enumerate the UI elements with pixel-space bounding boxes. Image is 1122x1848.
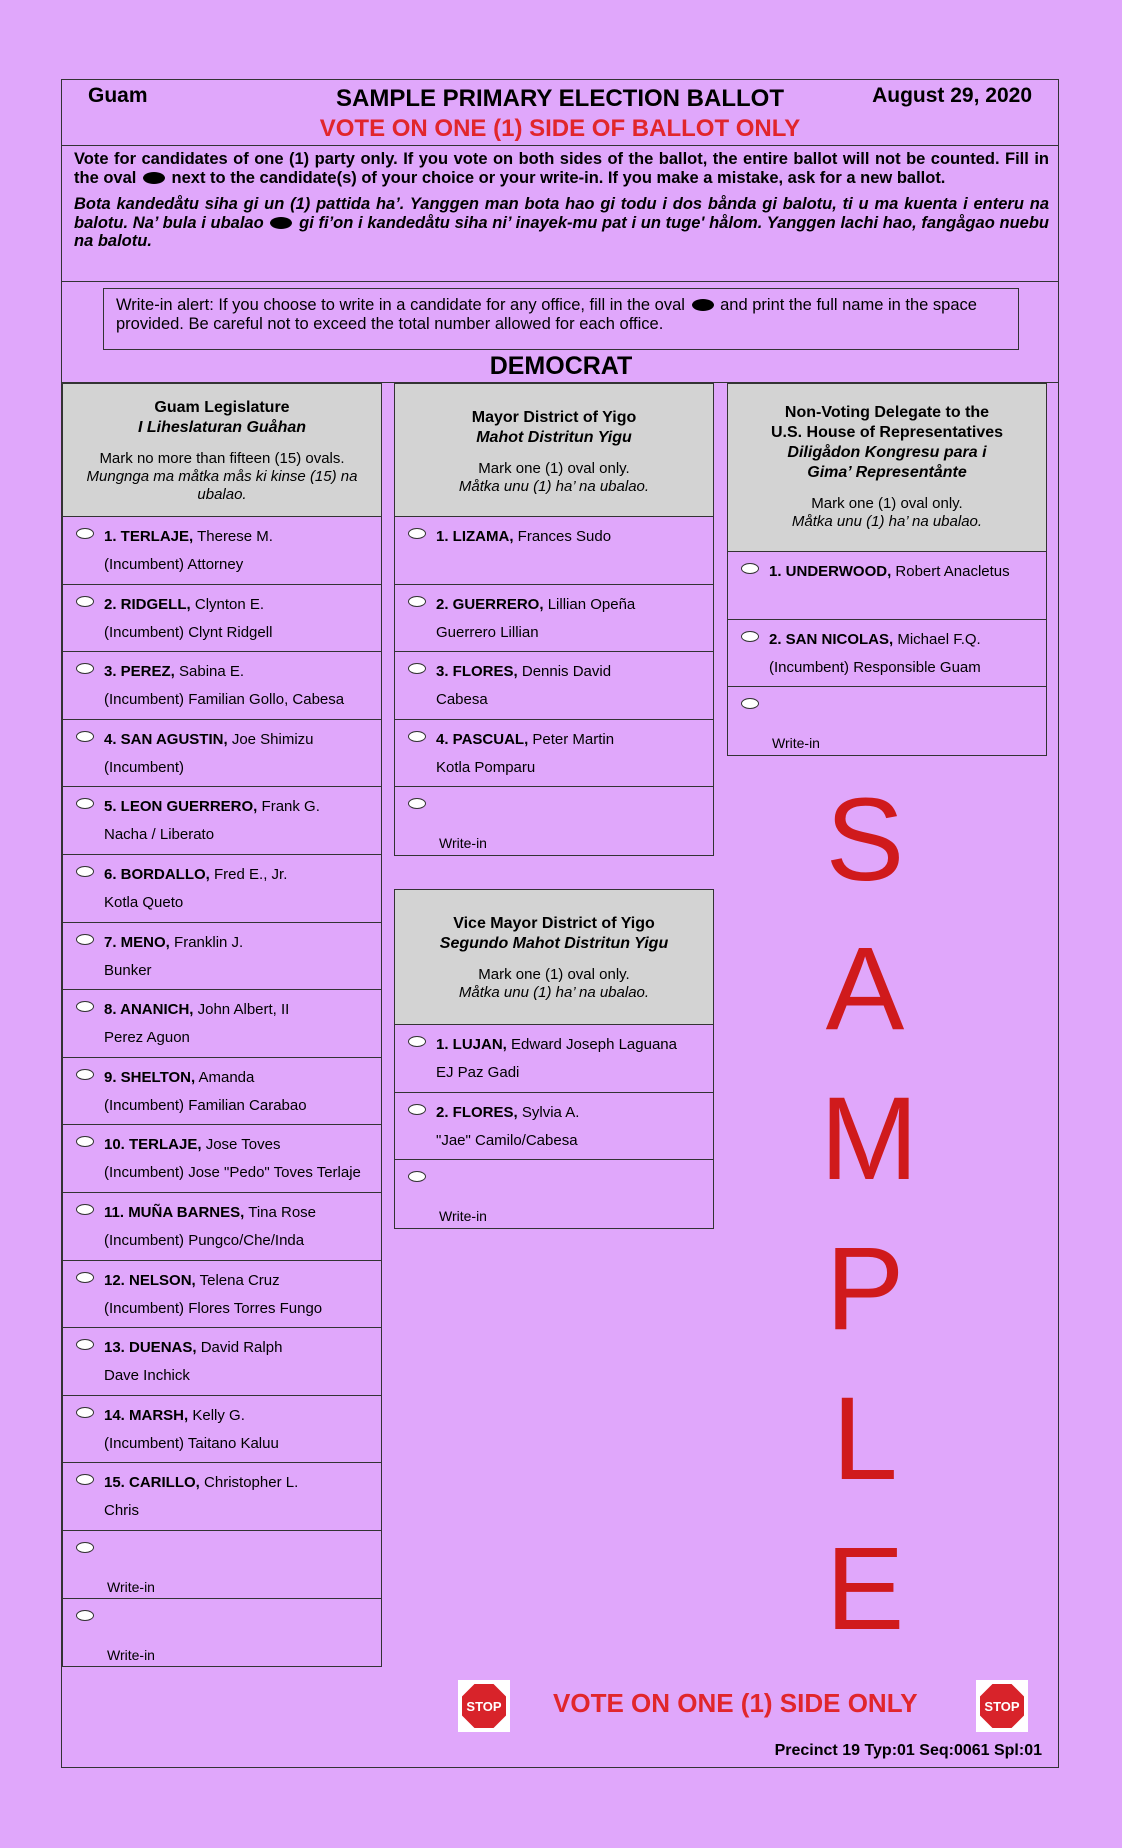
candidate-name: 4. SAN AGUSTIN, Joe Shimizu — [104, 730, 314, 748]
candidate-affiliation: (Incumbent) Pungco/Che/Inda — [104, 1231, 305, 1249]
candidate-row[interactable] — [63, 1463, 381, 1531]
candidate-row[interactable] — [63, 787, 381, 855]
candidate-row[interactable] — [395, 1093, 713, 1161]
contest-title-line2: U.S. House of Representatives — [770, 424, 1004, 441]
filled-oval-icon — [143, 172, 165, 184]
candidate-name: 14. MARSH, Kelly G. — [104, 1406, 245, 1424]
contest-instruction-chamorro: Måtka unu (1) ha’ na ubalao. — [791, 513, 983, 530]
candidate-row[interactable] — [395, 652, 713, 720]
candidate-name: 1. TERLAJE, Therese M. — [104, 528, 273, 545]
contest-title-chamorro-line2: Gima’ Representånte — [807, 464, 967, 481]
vote-oval[interactable] — [76, 1610, 94, 1621]
instructions-english: Vote for candidates of one (1) party only. If you vote on both sides of the ballot, the entire ballot will not be counted. Fill in the oval next to the candidate(s) of your choice or your write-in. If you make a mistake, ask for a new ballot. — [74, 150, 1049, 187]
vote-oval[interactable] — [76, 731, 94, 742]
candidate-affiliation: Kotla Queto — [104, 893, 184, 911]
candidate-name: 15. CARILLO, Christopher L. — [104, 1474, 299, 1492]
vote-oval[interactable] — [408, 1036, 426, 1047]
contest-instruction-chamorro: Mungnga ma måtka mås ki kinse (15) na ubalao. — [86, 468, 358, 503]
candidate-affiliation: Chris — [104, 1502, 140, 1520]
ballot-header — [62, 80, 1058, 113]
candidate-name: 2. SAN NICOLAS, Michael F.Q. — [769, 630, 981, 648]
candidate-affiliation: Nacha / Liberato — [104, 826, 215, 844]
candidate-name: 4. PASCUAL, Peter Martin — [436, 730, 615, 748]
instructions-chamorro: Bota kandedåtu siha gi un (1) pattida ha’. Yanggen man bota hao gi todu i dos bånda gi balotu, ti u ma kuenta i enteru na balotu. Na’ bula i ubalao gi fi’on i kandedåtu siha ni’ inayek-mu pat i un tuge' hålom. Yanggen lachi hao, fangågao nuebu na balotu. — [74, 195, 1049, 250]
contest-legislature — [62, 383, 382, 1667]
one-side-notice: VOTE ON ONE (1) SIDE OF BALLOT ONLY — [62, 113, 1058, 146]
contest-instruction-chamorro: Måtka unu (1) ha’ na ubalao. — [458, 984, 650, 1001]
candidate-row[interactable] — [63, 1261, 381, 1329]
contest-mayor — [394, 383, 714, 856]
vote-oval[interactable] — [408, 731, 426, 742]
candidate-name: 11. MUÑA BARNES, Tina Rose — [104, 1203, 317, 1221]
candidate-name: 10. TERLAJE, Jose Toves — [104, 1136, 281, 1154]
sample-watermark-letter: A — [825, 923, 905, 1055]
candidate-list — [728, 552, 1046, 755]
candidate-affiliation: Perez Aguon — [104, 1029, 190, 1047]
candidate-row[interactable] — [63, 1396, 381, 1464]
vote-oval[interactable] — [408, 596, 426, 607]
candidate-affiliation: (Incumbent) Familian Gollo, Cabesa — [104, 691, 345, 709]
writein-row[interactable] — [395, 787, 713, 855]
precinct-info: Precinct 19 Typ:01 Seq:0061 Spl:01 — [774, 1742, 1042, 1759]
party-heading: DEMOCRAT — [489, 352, 633, 380]
vote-oval[interactable] — [76, 1339, 94, 1350]
candidate-affiliation: (Incumbent) Attorney — [104, 556, 244, 573]
candidate-row[interactable] — [63, 855, 381, 923]
candidate-name: 5. LEON GUERRERO, Frank G. — [104, 798, 320, 816]
candidate-row[interactable] — [63, 517, 381, 585]
vote-oval[interactable] — [76, 866, 94, 877]
vote-oval[interactable] — [408, 1104, 426, 1115]
ballot-title: SAMPLE PRIMARY ELECTION BALLOT — [335, 85, 784, 112]
candidate-name: 1. UNDERWOOD, Robert Anacletus — [769, 563, 1010, 580]
vote-oval[interactable] — [741, 563, 759, 574]
candidate-name: 7. MENO, Franklin J. — [104, 933, 244, 951]
vote-oval[interactable] — [408, 798, 426, 809]
contest-instruction-chamorro: Måtka unu (1) ha’ na ubalao. — [458, 478, 650, 495]
candidate-row[interactable] — [728, 620, 1046, 688]
candidate-list — [395, 517, 713, 855]
candidate-name: 6. BORDALLO, Fred E., Jr. — [104, 865, 288, 883]
vote-oval[interactable] — [76, 596, 94, 607]
writein-alert-box: Write-in alert: If you choose to write in a candidate for any office, fill in the oval and print the full name in the space provided. Be careful not to exceed the total number allowed for each office. — [103, 288, 1019, 350]
contest-instruction: Mark one (1) oval only. — [811, 495, 963, 512]
election-date: August 29, 2020 — [872, 84, 1032, 107]
voting-instructions — [74, 150, 1049, 259]
vote-oval[interactable] — [408, 1171, 426, 1182]
writein-label: Write-in — [107, 1578, 155, 1595]
divider — [62, 281, 1058, 282]
candidate-affiliation: (Incumbent) Responsible Guam — [769, 658, 981, 676]
territory-label: Guam — [88, 84, 148, 107]
candidate-row[interactable] — [63, 1058, 381, 1126]
writein-label: Write-in — [107, 1646, 155, 1663]
sample-watermark-letter: P — [825, 1223, 905, 1355]
contest-vice-mayor — [394, 889, 714, 1229]
vote-oval[interactable] — [76, 1407, 94, 1418]
vote-oval[interactable] — [76, 1474, 94, 1485]
candidate-list — [63, 517, 381, 1666]
vote-oval[interactable] — [408, 528, 426, 539]
sample-watermark-letter: M — [820, 1073, 919, 1205]
candidate-row[interactable] — [395, 720, 713, 788]
candidate-list — [395, 1025, 713, 1228]
footer-vote-notice: VOTE ON ONE (1) SIDE ONLY — [553, 1688, 918, 1718]
candidate-name: 3. PEREZ, Sabina E. — [104, 663, 245, 681]
candidate-affiliation: (Incumbent) Taitano Kaluu — [104, 1434, 279, 1452]
contest-title: Non-Voting Delegate to the — [784, 404, 990, 421]
vote-oval[interactable] — [76, 1136, 94, 1147]
contest-title: Vice Mayor District of Yigo — [453, 915, 655, 932]
vote-oval[interactable] — [76, 663, 94, 674]
contest-delegate — [727, 383, 1047, 756]
candidate-row[interactable] — [63, 923, 381, 991]
candidate-name: 1. LIZAMA, Frances Sudo — [436, 528, 612, 545]
svg-text:STOP: STOP — [984, 1699, 1020, 1714]
writein-label: Write-in — [439, 835, 487, 852]
candidate-affiliation: (Incumbent) Clynt Ridgell — [104, 623, 273, 641]
sample-watermark-letter: E — [825, 1523, 905, 1655]
candidate-row[interactable] — [63, 652, 381, 720]
candidate-row[interactable] — [63, 585, 381, 653]
candidate-row[interactable] — [395, 585, 713, 653]
vote-oval[interactable] — [76, 934, 94, 945]
candidate-name: 12. NELSON, Telena Cruz — [104, 1271, 280, 1289]
contest-title-chamorro: Diligådon Kongresu para i — [787, 444, 987, 461]
candidate-row[interactable] — [63, 1125, 381, 1193]
vote-oval[interactable] — [741, 631, 759, 642]
candidate-affiliation: EJ Paz Gadi — [436, 1064, 520, 1081]
contest-title-chamorro: I Liheslaturan Guåhan — [137, 419, 307, 436]
contest-instruction: Mark no more than fifteen (15) ovals. — [99, 450, 345, 467]
writein-label: Write-in — [439, 1208, 487, 1225]
writein-label: Write-in — [772, 735, 820, 752]
vote-oval[interactable] — [76, 528, 94, 539]
candidate-affiliation: (Incumbent) Flores Torres Fungo — [104, 1299, 323, 1317]
candidate-row[interactable] — [728, 552, 1046, 620]
candidate-name: 2. RIDGELL, Clynton E. — [104, 595, 265, 613]
candidate-affiliation: (Incumbent) Familian Carabao — [104, 1096, 307, 1114]
candidate-affiliation: (Incumbent) Jose "Pedo" Toves Terlaje — [104, 1164, 361, 1182]
candidate-name: 13. DUENAS, David Ralph — [104, 1339, 283, 1357]
contest-title-chamorro: Mahot Distritun Yigu — [476, 429, 632, 446]
candidate-name: 2. FLORES, Sylvia A. — [436, 1103, 580, 1121]
contest-header — [63, 383, 381, 517]
vote-oval[interactable] — [76, 1069, 94, 1080]
contest-instruction: Mark one (1) oval only. — [478, 966, 630, 983]
candidate-affiliation: Dave Inchick — [104, 1367, 190, 1385]
vote-oval[interactable] — [741, 698, 759, 709]
candidate-name: 8. ANANICH, John Albert, II — [104, 1001, 290, 1019]
contest-header — [395, 383, 713, 517]
contest-title: Guam Legislature — [154, 399, 290, 416]
candidate-affiliation: (Incumbent) — [104, 758, 185, 776]
sample-watermark-letter: S — [825, 774, 905, 906]
vote-oval[interactable] — [76, 1204, 94, 1215]
svg-text:STOP: STOP — [466, 1699, 502, 1714]
candidate-row[interactable] — [63, 990, 381, 1058]
vote-oval[interactable] — [408, 663, 426, 674]
writein-row[interactable] — [63, 1531, 381, 1599]
vote-oval[interactable] — [76, 1272, 94, 1283]
contest-title-chamorro: Segundo Mahot Distritun Yigu — [439, 935, 669, 952]
candidate-name: 3. FLORES, Dennis David — [436, 663, 612, 681]
candidate-affiliation: Kotla Pomparu — [436, 758, 536, 776]
contest-header — [728, 383, 1046, 552]
stop-sign-icon — [458, 1680, 510, 1732]
candidate-row[interactable] — [63, 1193, 381, 1261]
candidate-row[interactable] — [395, 1025, 713, 1093]
candidate-row[interactable] — [63, 720, 381, 788]
candidate-name: 9. SHELTON, Amanda — [104, 1068, 255, 1086]
sample-watermark-letter: L — [832, 1373, 898, 1505]
vote-oval[interactable] — [76, 798, 94, 809]
candidate-name: 1. LUJAN, Edward Joseph Laguana — [436, 1036, 677, 1053]
contest-header — [395, 889, 713, 1025]
candidate-row[interactable] — [395, 517, 713, 585]
stop-sign-icon — [976, 1680, 1028, 1732]
writein-row[interactable] — [63, 1599, 381, 1667]
candidate-affiliation: "Jae" Camilo/Cabesa — [436, 1131, 578, 1149]
candidate-affiliation: Bunker — [104, 961, 152, 979]
contest-title: Mayor District of Yigo — [471, 409, 637, 426]
filled-oval-icon — [692, 299, 714, 311]
vote-oval[interactable] — [76, 1542, 94, 1553]
writein-row[interactable] — [728, 687, 1046, 755]
filled-oval-icon — [270, 217, 292, 229]
vote-oval[interactable] — [76, 1001, 94, 1012]
candidate-row[interactable] — [63, 1328, 381, 1396]
contest-instruction: Mark one (1) oval only. — [478, 460, 630, 477]
writein-row[interactable] — [395, 1160, 713, 1228]
candidate-affiliation: Cabesa — [436, 691, 488, 709]
candidate-affiliation: Guerrero Lillian — [436, 623, 539, 641]
candidate-name: 2. GUERRERO, Lillian Opeña — [436, 595, 636, 613]
